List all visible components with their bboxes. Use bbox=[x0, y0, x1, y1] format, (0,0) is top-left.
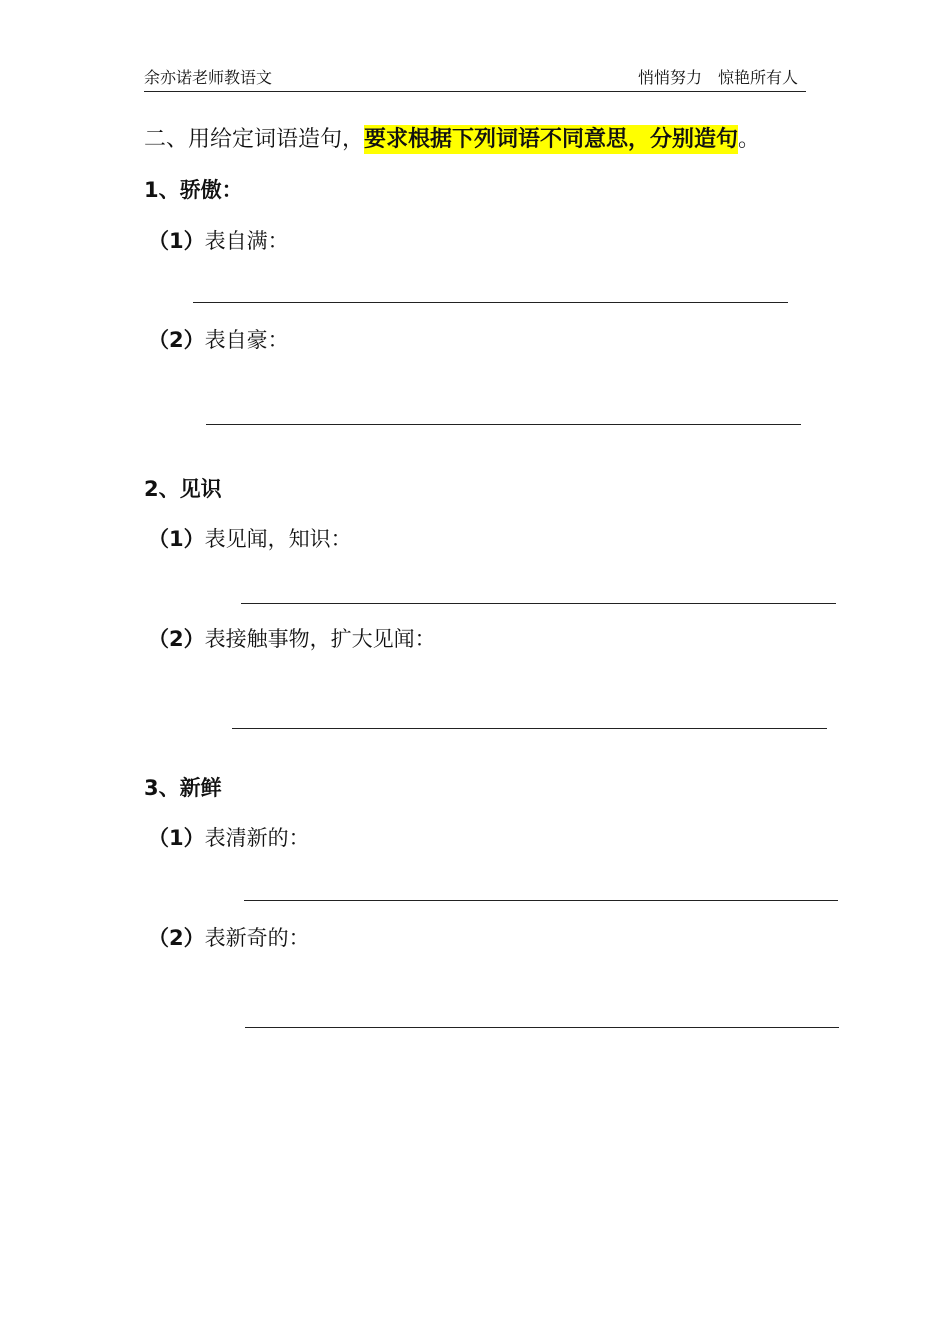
header-motto bbox=[638, 68, 798, 88]
answer-line-3-1[interactable] bbox=[244, 900, 838, 901]
instruction-highlight: 要求根据下列词语不同意思，分别造句 bbox=[364, 127, 739, 152]
header-divider bbox=[144, 91, 806, 92]
sub-item-label: 表新奇的： bbox=[204, 926, 310, 950]
sub-item-number: （2） bbox=[148, 328, 205, 352]
answer-line-2-2[interactable] bbox=[232, 728, 827, 729]
header-author: 余亦诺老师教语文 bbox=[144, 68, 273, 87]
sub-item-3-1 bbox=[148, 824, 310, 852]
answer-line-2-1[interactable] bbox=[241, 603, 836, 604]
sub-item-1-2 bbox=[148, 326, 289, 354]
word-item-2: 2、见识 bbox=[144, 477, 222, 501]
sub-item-number: （1） bbox=[148, 826, 205, 850]
word-item-1: 1、骄傲： bbox=[144, 178, 243, 202]
sub-item-3-2 bbox=[148, 924, 310, 952]
sub-item-label: 表自满： bbox=[204, 229, 289, 253]
sub-item-2-2 bbox=[148, 625, 436, 653]
word-item-3: 3、新鲜 bbox=[144, 776, 222, 800]
exercise-instruction bbox=[144, 124, 760, 156]
instruction-suffix: 。 bbox=[738, 127, 761, 152]
answer-line-3-2[interactable] bbox=[245, 1027, 839, 1028]
sub-item-number: （1） bbox=[148, 229, 205, 253]
sub-item-number: （1） bbox=[148, 527, 205, 551]
sub-item-label: 表自豪： bbox=[204, 328, 289, 352]
sub-item-number: （2） bbox=[148, 926, 205, 950]
sub-item-1-1 bbox=[148, 227, 289, 255]
sub-item-label: 表见闻，知识： bbox=[204, 527, 352, 551]
sub-item-number: （2） bbox=[148, 627, 205, 651]
header-motto-part-2: 惊艳所有人 bbox=[717, 68, 798, 87]
header-motto-part-1: 悄悄努力 bbox=[637, 68, 702, 87]
answer-line-1-2[interactable] bbox=[206, 424, 801, 425]
sub-item-label: 表清新的： bbox=[204, 826, 310, 850]
sub-item-label: 表接触事物，扩大见闻： bbox=[204, 627, 436, 651]
answer-line-1-1[interactable] bbox=[193, 302, 788, 303]
instruction-prefix: 二、用给定词语造句， bbox=[144, 127, 365, 152]
sub-item-2-1 bbox=[148, 525, 352, 553]
